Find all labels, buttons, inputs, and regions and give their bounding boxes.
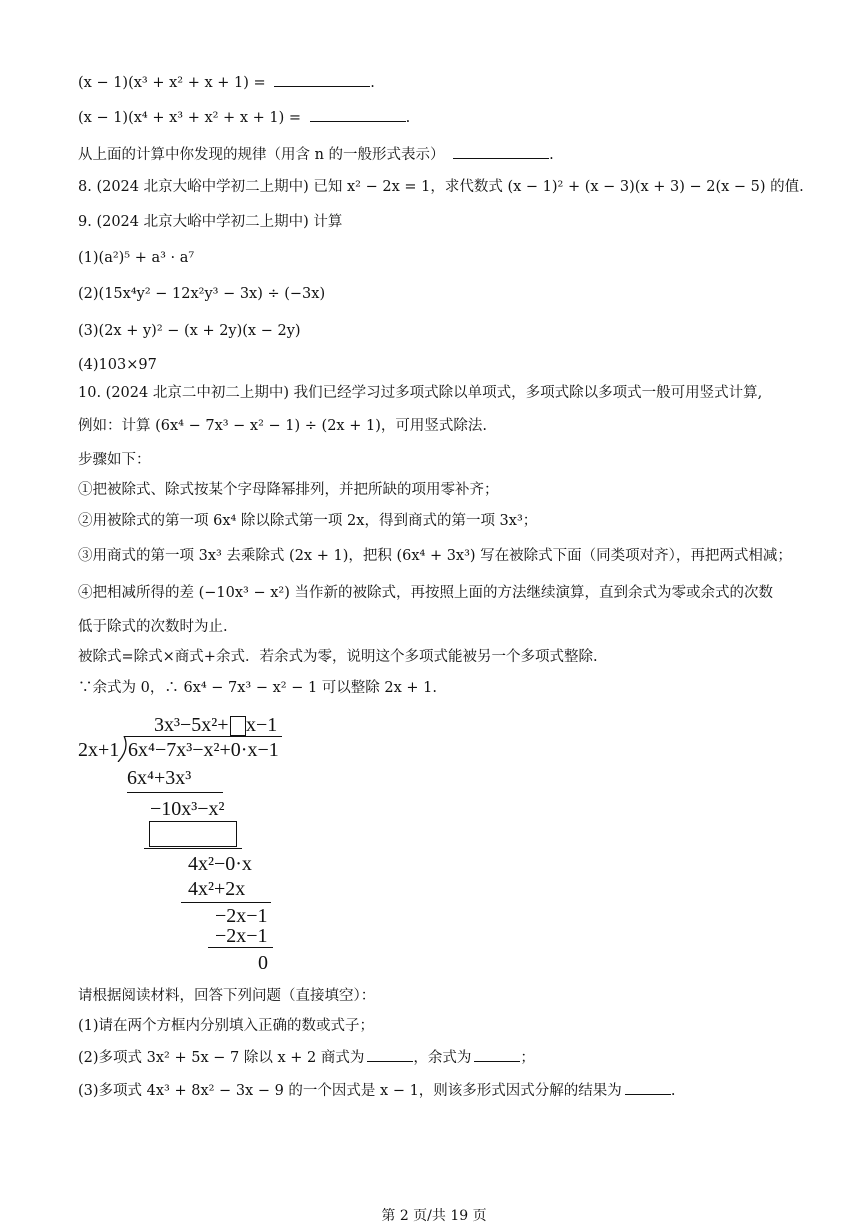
quotient-part-b: x−1 bbox=[246, 714, 278, 736]
expr-1: (x − 1)(x³ + x² + x + 1) = bbox=[78, 75, 266, 91]
quotient-answer-box[interactable] bbox=[230, 716, 246, 736]
dividend: 6x⁴−7x³−x²+0·x−1 bbox=[128, 739, 279, 761]
question-10-example: 例如：计算 (6x⁴ − 7x³ − x² − 1) ÷ (2x + 1)，可用竖式除法. bbox=[78, 418, 487, 434]
step-1: ①把被除式、除式按某个字母降幂排列，并把所缺的项用零补齐； bbox=[78, 482, 499, 498]
pattern-line bbox=[78, 144, 554, 165]
step-answer-box[interactable] bbox=[149, 821, 237, 847]
step-4a: ④把相减所得的差 (−10x³ − x²) 当作新的被除式，再按照上面的方法继续演算，直到余式为零或余式的次数 bbox=[78, 585, 773, 601]
answer-3 bbox=[78, 1080, 675, 1101]
expr-2: (x − 1)(x⁴ + x³ + x² + x + 1) = bbox=[78, 110, 302, 126]
quotient-bar bbox=[124, 736, 282, 737]
step-row-4: 4x²−0·x bbox=[188, 853, 252, 875]
step-row-5: 4x²+2x bbox=[188, 878, 246, 900]
expr-line-1 bbox=[78, 72, 375, 93]
answer-2-end: ； bbox=[520, 1050, 535, 1066]
answer-blank-1[interactable] bbox=[274, 72, 370, 87]
step-4b: 低于除式的次数时为止. bbox=[78, 619, 228, 635]
step-row-7: −2x−1 bbox=[215, 925, 268, 947]
question-9-2: (2)(15x⁴y² − 12x²y³ − 3x) ÷ (−3x) bbox=[78, 286, 326, 302]
question-9-3: (3)(2x + y)² − (x + 2y)(x − 2y) bbox=[78, 323, 301, 339]
conclusion: ∵余式为 0，∴ 6x⁴ − 7x³ − x² − 1 可以整除 2x + 1. bbox=[78, 680, 438, 696]
answer-3-end: . bbox=[670, 1083, 676, 1099]
period: . bbox=[405, 110, 411, 126]
pattern-text: 从上面的计算中你发现的规律（用含 n 的一般形式表示） bbox=[78, 147, 445, 163]
step-row-1: 6x⁴+3x³ bbox=[127, 767, 192, 789]
answer-2 bbox=[78, 1047, 535, 1068]
question-8: 8. (2024 北京大峪中学初二上期中) 已知 x² − 2x = 1，求代数式 (x − 1)² + (x − 3)(x + 3) − 2(x − 5) 的值. bbox=[78, 179, 804, 195]
answer-2-text: (2)多项式 3x² + 5x − 7 除以 x + 2 商式为 bbox=[78, 1050, 365, 1066]
subtract-line-1 bbox=[127, 792, 223, 793]
remainder-blank[interactable] bbox=[474, 1047, 520, 1062]
page-footer: 第 2 页/共 19 页 bbox=[381, 1208, 487, 1224]
reading-question: 请根据阅读材料，回答下列问题（直接填空）： bbox=[78, 988, 376, 1004]
question-10: 10. (2024 北京二中初二上期中) 我们已经学习过多项式除以单项式，多项式除以多项式一般可用竖式计算, bbox=[78, 385, 763, 401]
step-row-6: −2x−1 bbox=[215, 905, 268, 927]
expr-line-2 bbox=[78, 107, 410, 128]
question-9-4: (4)103×97 bbox=[78, 357, 157, 373]
quotient-blank[interactable] bbox=[367, 1047, 413, 1062]
answer-blank-3[interactable] bbox=[453, 144, 549, 159]
subtract-line-4 bbox=[208, 947, 273, 948]
remainder: 0 bbox=[258, 952, 268, 974]
period: . bbox=[370, 75, 375, 91]
factorization-blank[interactable] bbox=[625, 1080, 671, 1095]
answer-3-text: (3)多项式 4x³ + 8x² − 3x − 9 的一个因式是 x − 1，则该多形式因式分解的结果为 bbox=[78, 1083, 622, 1099]
steps-title: 步骤如下： bbox=[78, 452, 151, 468]
division-rule: 被除式=除式×商式+余式．若余式为零，说明这个多项式能被另一个多项式整除. bbox=[78, 649, 598, 665]
question-9: 9. (2024 北京大峪中学初二上期中) 计算 bbox=[78, 214, 343, 230]
period: . bbox=[549, 147, 554, 163]
step-row-2: −10x³−x² bbox=[150, 798, 225, 820]
divisor: 2x+1 bbox=[78, 739, 120, 761]
question-9-1: (1)(a²)⁵ + a³ · a⁷ bbox=[78, 250, 195, 266]
quotient-part-a: 3x³−5x²+ bbox=[154, 714, 229, 736]
answer-blank-2[interactable] bbox=[310, 107, 406, 122]
answer-1: (1)请在两个方框内分别填入正确的数或式子； bbox=[78, 1018, 375, 1034]
subtract-line-3 bbox=[181, 902, 271, 903]
step-2: ②用被除式的第一项 6x⁴ 除以除式第一项 2x，得到商式的第一项 3x³； bbox=[78, 513, 538, 529]
step-3: ③用商式的第一项 3x³ 去乘除式 (2x + 1)，把积 (6x⁴ + 3x³) 写在被除式下面（同类项对齐），再把两式相减； bbox=[78, 548, 792, 564]
subtract-line-2 bbox=[144, 848, 242, 849]
answer-2-mid: ，余式为 bbox=[413, 1050, 472, 1066]
